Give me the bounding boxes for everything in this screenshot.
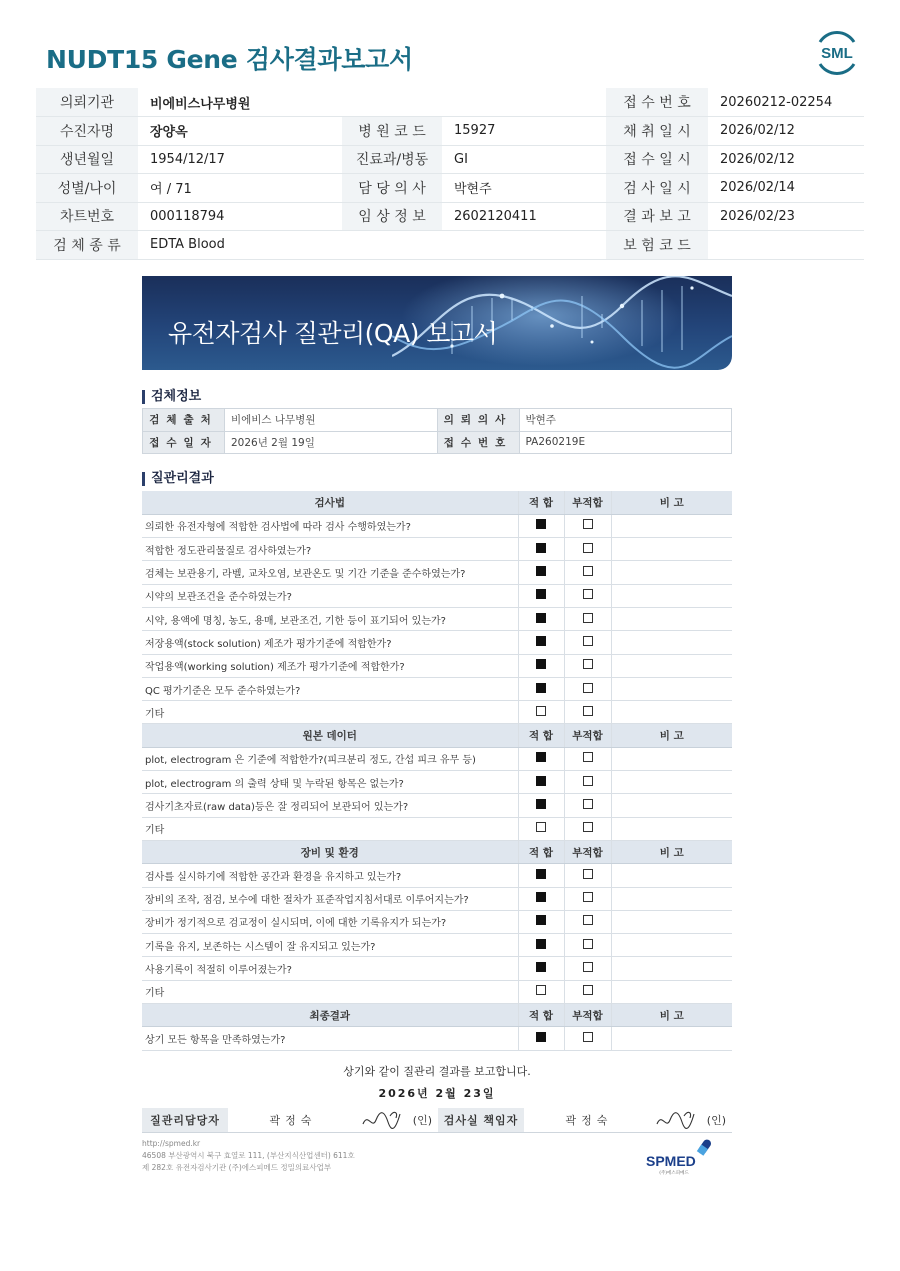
fail-column-header: 부적합 — [564, 1004, 611, 1027]
fail-cell — [564, 677, 611, 700]
info-label: 검 체 종 류 — [36, 231, 138, 260]
checked-box-icon — [536, 799, 546, 809]
note-cell — [611, 887, 732, 910]
specimen-row — [143, 409, 732, 432]
qa-item-row — [142, 607, 732, 630]
spmed-logo — [644, 1136, 728, 1176]
qa-manager-name: 곽정숙 — [228, 1108, 358, 1132]
note-cell — [611, 794, 732, 817]
qa-group-title: 원본 데이터 — [142, 724, 518, 747]
qa-item-row — [142, 887, 732, 910]
report-date: 2026년 2월 23일 — [378, 1087, 496, 1100]
info-value: 1954/12/17 — [138, 145, 342, 174]
lab-chief-label: 검사실 책임자 — [438, 1108, 524, 1132]
pass-cell — [518, 631, 564, 654]
info-value: GI — [442, 145, 606, 174]
info-value: 2026/02/12 — [708, 117, 864, 146]
qa-item-row — [142, 934, 732, 957]
unchecked-box-icon — [583, 519, 593, 529]
lab-chief-stamp-cell — [654, 1108, 732, 1132]
pass-cell — [518, 980, 564, 1003]
qa-question: QC 평가기준은 모두 준수하였는가? — [142, 677, 518, 700]
unchecked-box-icon — [583, 543, 593, 553]
checked-box-icon — [536, 892, 546, 902]
signoff-row — [142, 1108, 732, 1132]
unchecked-box-icon — [536, 822, 546, 832]
sml-logo-text: SML — [821, 45, 853, 62]
pass-column-header: 적 합 — [518, 724, 564, 747]
qa-group-header — [142, 1004, 732, 1027]
qa-question: plot, electrogram 은 기준에 적합한가?(피크분리 정도, 간섭 피크 유무 등) — [142, 747, 518, 770]
qa-manager-stamp-cell — [358, 1108, 438, 1132]
qa-question: plot, electrogram 의 출력 상태 및 누락된 항목은 없는가? — [142, 771, 518, 794]
checked-box-icon — [536, 543, 546, 553]
report-statement: 상기와 같이 질관리 결과를 보고합니다. — [343, 1065, 531, 1078]
fail-cell — [564, 538, 611, 561]
info-label: 성별/나이 — [36, 174, 138, 203]
report-title: NUDT15 Gene 검사결과보고서 — [46, 45, 413, 74]
note-cell — [611, 817, 732, 840]
qa-item-row — [142, 980, 732, 1003]
specimen-label: 의뢰의사 — [437, 409, 519, 432]
fail-cell — [564, 887, 611, 910]
qa-question: 장비가 정기적으로 검교정이 실시되며, 이에 대한 기록유지가 되는가? — [142, 910, 518, 933]
info-value: 2602120411 — [442, 202, 606, 231]
checked-box-icon — [536, 939, 546, 949]
unchecked-box-icon — [583, 939, 593, 949]
qa-item-row — [142, 561, 732, 584]
info-label: 접 수 일 시 — [606, 145, 708, 174]
fail-column-header: 부적합 — [564, 724, 611, 747]
qa-group-title: 장비 및 환경 — [142, 840, 518, 863]
info-value: EDTA Blood — [138, 231, 606, 260]
fail-column-header: 부적합 — [564, 491, 611, 514]
fail-cell — [564, 817, 611, 840]
note-cell — [611, 584, 732, 607]
pass-cell — [518, 817, 564, 840]
checked-box-icon — [536, 776, 546, 786]
note-cell — [611, 1027, 732, 1050]
fail-cell — [564, 910, 611, 933]
info-value: 비에비스나무병원 — [138, 88, 606, 117]
unchecked-box-icon — [583, 892, 593, 902]
info-value: 20260212-02254 — [708, 88, 864, 117]
specimen-section-title: 검체정보 — [142, 390, 201, 404]
qa-question: 검체는 보관용기, 라벨, 교차오염, 보관온도 및 기간 기준을 준수하였는가? — [142, 561, 518, 584]
specimen-value: PA260219E — [519, 431, 731, 454]
qa-item-row — [142, 677, 732, 700]
spmed-logo-subtext: (주)에스피메드 — [659, 1171, 689, 1176]
qa-item-row — [142, 514, 732, 537]
info-label: 채 취 일 시 — [606, 117, 708, 146]
fail-cell — [564, 654, 611, 677]
note-cell — [611, 864, 732, 887]
info-label: 담 당 의 사 — [342, 174, 442, 203]
unchecked-box-icon — [583, 706, 593, 716]
qa-question: 상기 모든 항목을 만족하였는가? — [142, 1027, 518, 1050]
note-cell — [611, 747, 732, 770]
pass-cell — [518, 514, 564, 537]
fail-cell — [564, 794, 611, 817]
pass-cell — [518, 607, 564, 630]
pass-cell — [518, 887, 564, 910]
note-column-header: 비 고 — [611, 491, 732, 514]
info-value — [708, 231, 864, 260]
qa-item-row — [142, 864, 732, 887]
fail-cell — [564, 934, 611, 957]
fail-column-header: 부적합 — [564, 840, 611, 863]
fail-cell — [564, 514, 611, 537]
unchecked-box-icon — [583, 822, 593, 832]
info-label: 접 수 번 호 — [606, 88, 708, 117]
qa-question: 사용기록이 적절히 이루어졌는가? — [142, 957, 518, 980]
note-cell — [611, 701, 732, 724]
specimen-label: 접수번호 — [437, 431, 519, 454]
qa-item-row — [142, 771, 732, 794]
qa-question: 시약, 용액에 명칭, 농도, 용매, 보관조건, 기한 등이 표기되어 있는가? — [142, 607, 518, 630]
checked-box-icon — [536, 683, 546, 693]
pass-cell — [518, 910, 564, 933]
pass-cell — [518, 864, 564, 887]
qa-manager-label: 질관리담당자 — [142, 1108, 228, 1132]
qa-item-row — [142, 538, 732, 561]
info-label: 보 험 코 드 — [606, 231, 708, 260]
info-label: 의뢰기관 — [36, 88, 138, 117]
info-label: 검 사 일 시 — [606, 174, 708, 203]
checked-box-icon — [536, 636, 546, 646]
checked-box-icon — [536, 659, 546, 669]
qa-results-table — [142, 491, 732, 1051]
pass-cell — [518, 1027, 564, 1050]
unchecked-box-icon — [583, 869, 593, 879]
note-cell — [611, 957, 732, 980]
specimen-value: 박현주 — [519, 409, 731, 432]
footer-address: 46508 부산광역시 북구 효열로 111, (부산지식산업센터) 611호 — [142, 1151, 355, 1160]
specimen-value: 2026년 2월 19일 — [224, 431, 437, 454]
info-label: 결 과 보 고 — [606, 202, 708, 231]
info-value: 2026/02/14 — [708, 174, 864, 203]
sml-logo — [812, 30, 862, 76]
unchecked-box-icon — [536, 985, 546, 995]
qa-item-row — [142, 794, 732, 817]
qa-question: 검사를 실시하기에 적합한 공간과 환경을 유지하고 있는가? — [142, 864, 518, 887]
qa-item-row — [142, 910, 732, 933]
info-label: 수진자명 — [36, 117, 138, 146]
qa-question: 저장용액(stock solution) 제조가 평가기준에 적합한가? — [142, 631, 518, 654]
qa-item-row — [142, 747, 732, 770]
unchecked-box-icon — [583, 659, 593, 669]
pass-cell — [518, 771, 564, 794]
signature-mark — [654, 1106, 704, 1132]
info-value: 15927 — [442, 117, 606, 146]
info-row — [36, 88, 864, 117]
pass-column-header: 적 합 — [518, 1004, 564, 1027]
checked-box-icon — [536, 869, 546, 879]
fail-cell — [564, 980, 611, 1003]
qa-item-row — [142, 584, 732, 607]
qa-question: 기타 — [142, 980, 518, 1003]
note-cell — [611, 934, 732, 957]
note-cell — [611, 910, 732, 933]
info-label: 차트번호 — [36, 202, 138, 231]
unchecked-box-icon — [583, 962, 593, 972]
specimen-row — [143, 431, 732, 454]
fail-cell — [564, 771, 611, 794]
fail-cell — [564, 957, 611, 980]
lab-chief-name: 곽정숙 — [524, 1108, 654, 1132]
qa-section-title: 질관리결과 — [142, 472, 214, 486]
qa-question: 적합한 정도관리물질로 검사하였는가? — [142, 538, 518, 561]
pass-cell — [518, 654, 564, 677]
info-label: 병 원 코 드 — [342, 117, 442, 146]
info-label: 진료과/병동 — [342, 145, 442, 174]
qa-question: 시약의 보관조건을 준수하였는가? — [142, 584, 518, 607]
pass-cell — [518, 538, 564, 561]
note-cell — [611, 980, 732, 1003]
spmed-logo-text: SPMED — [646, 1153, 696, 1169]
info-value: 000118794 — [138, 202, 342, 231]
qa-group-header — [142, 491, 732, 514]
qa-question: 기타 — [142, 817, 518, 840]
footer-info — [142, 1138, 355, 1174]
unchecked-box-icon — [583, 985, 593, 995]
specimen-value: 비에비스 나무병원 — [224, 409, 437, 432]
checked-box-icon — [536, 566, 546, 576]
qa-item-row — [142, 957, 732, 980]
info-value: 2026/02/12 — [708, 145, 864, 174]
qa-group-title: 최종결과 — [142, 1004, 518, 1027]
note-cell — [611, 607, 732, 630]
fail-cell — [564, 607, 611, 630]
fail-cell — [564, 631, 611, 654]
pass-cell — [518, 794, 564, 817]
note-column-header: 비 고 — [611, 840, 732, 863]
fail-cell — [564, 701, 611, 724]
checked-box-icon — [536, 752, 546, 762]
qa-question: 기록을 유지, 보존하는 시스템이 잘 유지되고 있는가? — [142, 934, 518, 957]
unchecked-box-icon — [583, 1032, 593, 1042]
qa-item-row — [142, 654, 732, 677]
qa-group-header — [142, 840, 732, 863]
unchecked-box-icon — [583, 566, 593, 576]
pass-cell — [518, 677, 564, 700]
stamp-mark: (인) — [412, 1113, 432, 1127]
note-column-header: 비 고 — [611, 724, 732, 747]
qa-item-row — [142, 817, 732, 840]
qa-question: 검사기초자료(raw data)등은 잘 정리되어 보관되어 있는가? — [142, 794, 518, 817]
unchecked-box-icon — [536, 706, 546, 716]
info-value: 장양옥 — [138, 117, 342, 146]
unchecked-box-icon — [583, 613, 593, 623]
fail-cell — [564, 747, 611, 770]
qa-question: 의뢰한 유전자형에 적합한 검사법에 따라 검사 수행하였는가? — [142, 514, 518, 537]
unchecked-box-icon — [583, 752, 593, 762]
checked-box-icon — [536, 962, 546, 972]
info-row — [36, 117, 864, 146]
pass-column-header: 적 합 — [518, 840, 564, 863]
qa-group-title: 검사법 — [142, 491, 518, 514]
qa-question: 장비의 조작, 점검, 보수에 대한 절차가 표준작업지침서대로 이루어지는가? — [142, 887, 518, 910]
unchecked-box-icon — [583, 799, 593, 809]
note-cell — [611, 631, 732, 654]
footer-url: http://spmed.kr — [142, 1139, 201, 1148]
pass-cell — [518, 747, 564, 770]
note-cell — [611, 538, 732, 561]
info-row — [36, 145, 864, 174]
qa-item-row — [142, 631, 732, 654]
info-label: 생년월일 — [36, 145, 138, 174]
signoff-table — [142, 1108, 732, 1133]
fail-cell — [564, 561, 611, 584]
checked-box-icon — [536, 613, 546, 623]
pass-column-header: 적 합 — [518, 491, 564, 514]
unchecked-box-icon — [583, 776, 593, 786]
fail-cell — [564, 1027, 611, 1050]
footer-registration: 제 282호 유전자검사기관 (주)에스피메드 정밀의료사업부 — [142, 1163, 332, 1172]
info-row — [36, 174, 864, 203]
qa-report-banner — [142, 276, 732, 370]
qa-question: 기타 — [142, 701, 518, 724]
qa-item-row — [142, 701, 732, 724]
note-cell — [611, 677, 732, 700]
specimen-info-table — [142, 408, 732, 454]
checked-box-icon — [536, 915, 546, 925]
patient-info-table — [36, 88, 864, 260]
specimen-label: 접수일자 — [143, 431, 225, 454]
pass-cell — [518, 957, 564, 980]
note-cell — [611, 654, 732, 677]
info-value: 여 / 71 — [138, 174, 342, 203]
qa-question: 작업용액(working solution) 제조가 평가기준에 적합한가? — [142, 654, 518, 677]
info-value: 2026/02/23 — [708, 202, 864, 231]
note-column-header: 비 고 — [611, 1004, 732, 1027]
unchecked-box-icon — [583, 589, 593, 599]
note-cell — [611, 514, 732, 537]
checked-box-icon — [536, 519, 546, 529]
pass-cell — [518, 934, 564, 957]
note-cell — [611, 771, 732, 794]
banner-title: 유전자검사 질관리(QA) 보고서 — [168, 319, 498, 348]
info-row — [36, 231, 864, 260]
qa-item-row — [142, 1027, 732, 1050]
checked-box-icon — [536, 589, 546, 599]
info-label: 임 상 정 보 — [342, 202, 442, 231]
specimen-label: 검체출처 — [143, 409, 225, 432]
qa-group-header — [142, 724, 732, 747]
pass-cell — [518, 561, 564, 584]
fail-cell — [564, 864, 611, 887]
unchecked-box-icon — [583, 636, 593, 646]
info-row — [36, 202, 864, 231]
signature-mark — [360, 1106, 410, 1132]
fail-cell — [564, 584, 611, 607]
pass-cell — [518, 584, 564, 607]
checked-box-icon — [536, 1032, 546, 1042]
stamp-mark: (인) — [706, 1113, 726, 1127]
info-value: 박현주 — [442, 174, 606, 203]
unchecked-box-icon — [583, 915, 593, 925]
note-cell — [611, 561, 732, 584]
unchecked-box-icon — [583, 683, 593, 693]
pass-cell — [518, 701, 564, 724]
